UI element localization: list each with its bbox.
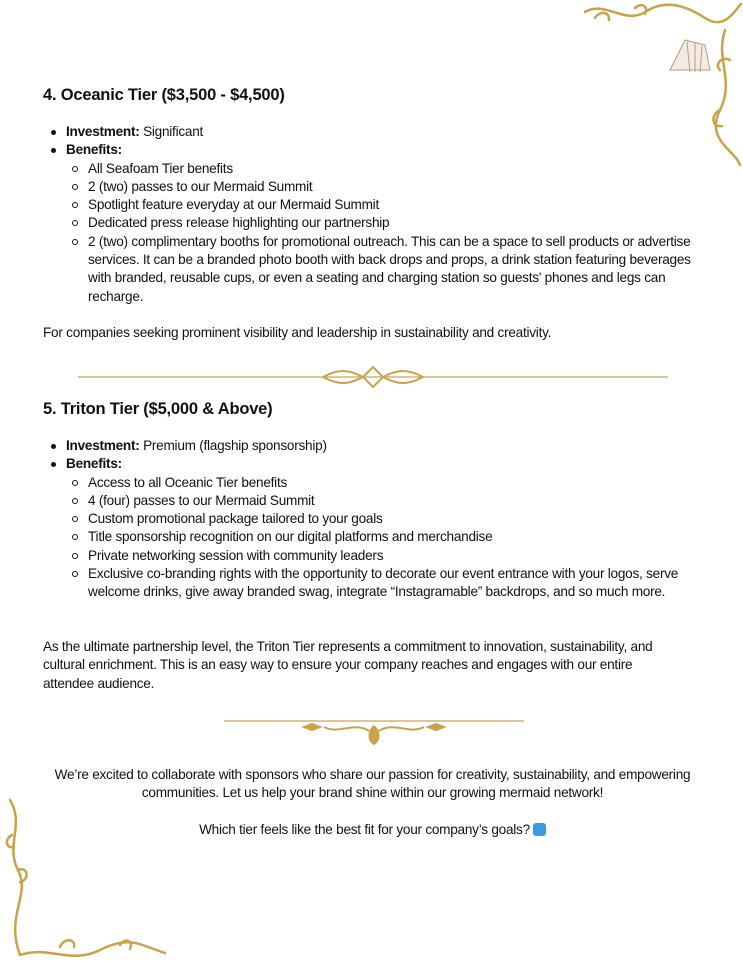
benefits-list [66, 474, 703, 602]
list-item: Access to all Oceanic Tier benefits [66, 474, 703, 492]
oceanic-tier-heading: 4. Oceanic Tier ($3,500 - $4,500) [43, 86, 285, 104]
list-item: 4 (four) passes to our Mermaid Summit [66, 492, 703, 510]
list-item: Custom promotional package tailored to your goals [66, 510, 703, 528]
list-item: 2 (two) passes to our Mermaid Summit [66, 178, 703, 196]
triton-tier-heading: 5. Triton Tier ($5,000 & Above) [43, 400, 273, 418]
investment-item [43, 437, 703, 455]
investment-label: Investment: [66, 124, 140, 139]
list-item: Exclusive co-branding rights with the opportunity to decorate our event entrance with your logos, serve welcome drinks, give away branded swag, integrate “Instagramable” backdrops, and so much more. [66, 565, 703, 602]
list-item: All Seafoam Tier benefits [66, 160, 703, 178]
closing-message: We’re excited to collaborate with sponsors who share our passion for creativity, sustainability, and empowering communities. Let us help your brand shine within our growing mermaid network! [54, 767, 691, 801]
oceanic-summary: For companies seeking prominent visibility and leadership in sustainability and creativity. [43, 325, 552, 340]
wave-emoji-icon [533, 823, 546, 836]
list-item: 2 (two) complimentary booths for promotional outreach. This can be a space to sell products or advertise services. It can be a branded photo booth with back drops and props, a drink station featuring beverages with branded, reusable cups, or even a seating and charging station so guests' phones and legs can recharge. [66, 233, 703, 306]
benefits-item [43, 141, 703, 306]
benefits-label: Benefits: [66, 456, 122, 472]
list-item: Private networking session with community leaders [66, 547, 703, 565]
list-item: Title sponsorship recognition on our digital platforms and merchandise [66, 528, 703, 546]
list-item: Dedicated press release highlighting our partnership [66, 214, 703, 232]
oceanic-tier-list [43, 123, 703, 306]
triton-tier-list [43, 437, 703, 602]
closing-question-line [40, 821, 705, 839]
triton-summary: As the ultimate partnership level, the Triton Tier represents a commitment to innovation, sustainability, and cultural enrichment. This is an easy way to ensure your company reaches and engages with our entire attendee audience. [43, 639, 653, 691]
investment-value: Premium (flagship sponsorship) [139, 438, 327, 453]
investment-item [43, 123, 703, 141]
benefits-item [43, 455, 703, 601]
divider-ornament-icon [78, 364, 668, 390]
investment-value: Significant [139, 124, 204, 139]
list-item: Spotlight feature everyday at our Mermaid Summit [66, 196, 703, 214]
benefits-list [66, 160, 703, 306]
investment-label: Investment: [66, 438, 140, 453]
divider-ornament-icon [224, 714, 524, 746]
closing-question: Which tier feels like the best fit for your company’s goals? [199, 822, 530, 837]
benefits-label: Benefits: [66, 142, 122, 158]
